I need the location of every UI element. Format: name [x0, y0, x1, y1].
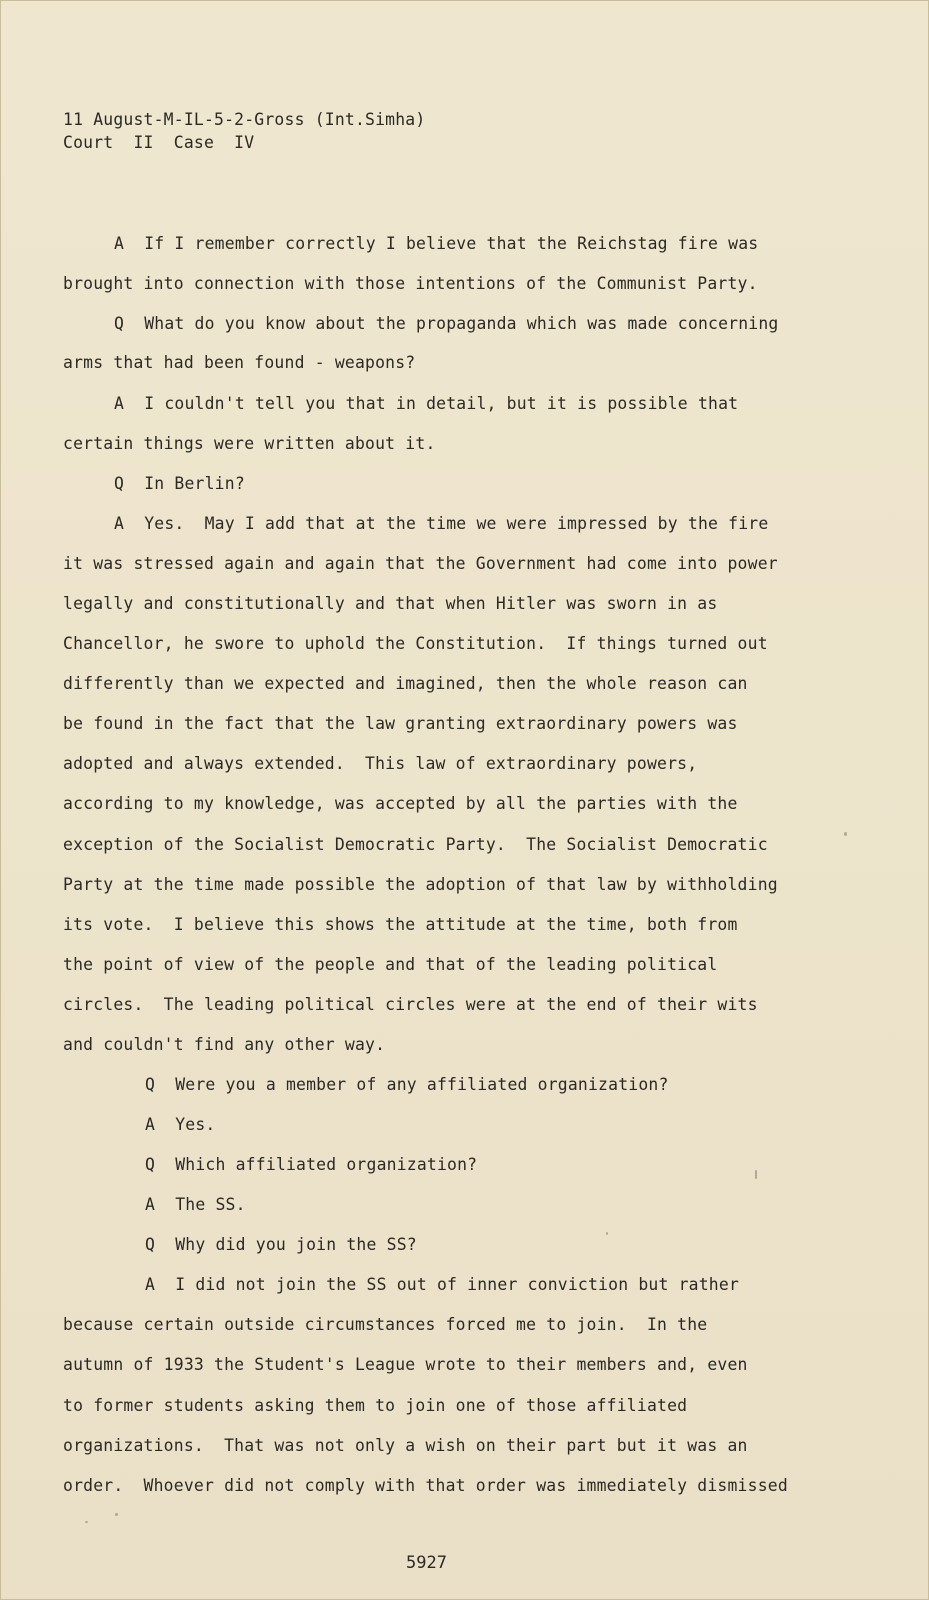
page-number: 5927: [406, 1553, 447, 1573]
transcript-line: Q Were you a member of any affiliated organization?: [145, 1075, 669, 1094]
transcript-line: Q What do you know about the propaganda which was made concerning: [114, 314, 779, 333]
transcript-line: Q Why did you join the SS?: [145, 1235, 417, 1254]
transcript-line: be found in the fact that the law granting extraordinary powers was: [63, 714, 738, 733]
transcript-line: A I couldn't tell you that in detail, but it is possible that: [114, 394, 739, 413]
transcript-line: circles. The leading political circles were at the end of their wits: [63, 995, 758, 1014]
transcript-line: the point of view of the people and that of the leading political: [63, 955, 718, 974]
transcript-line: certain things were written about it.: [63, 434, 436, 453]
transcript-line: because certain outside circumstances forced me to join. In the: [63, 1315, 708, 1334]
paper-speck: [85, 1521, 88, 1523]
transcript-line: its vote. I believe this shows the attitude at the time, both from: [63, 915, 738, 934]
header-court-case: Court II Case IV: [63, 133, 255, 152]
transcript-line: differently than we expected and imagined, then the whole reason can: [63, 674, 748, 693]
transcript-line: adopted and always extended. This law of extraordinary powers,: [63, 754, 698, 773]
transcript-line: Q In Berlin?: [114, 474, 245, 493]
paper-speck: [755, 1170, 757, 1179]
transcript-line: it was stressed again and again that the Government had come into power: [63, 554, 778, 573]
transcript-line: autumn of 1933 the Student's League wrote to their members and, even: [63, 1355, 748, 1374]
transcript-line: order. Whoever did not comply with that order was immediately dismissed: [63, 1476, 788, 1495]
paper-speck: [115, 1513, 118, 1516]
header-reference: 11 August-M-IL-5-2-Gross (Int.Simha): [63, 110, 426, 129]
paper-speck: [606, 1232, 608, 1235]
transcript-line: A I did not join the SS out of inner conviction but rather: [145, 1275, 740, 1294]
transcript-line: brought into connection with those intentions of the Communist Party.: [63, 274, 758, 293]
transcript-line: A Yes.: [145, 1115, 216, 1134]
transcript-line: and couldn't find any other way.: [63, 1035, 386, 1054]
transcript-line: according to my knowledge, was accepted by all the parties with the: [63, 794, 738, 813]
transcript-line: Q Which affiliated organization?: [145, 1155, 478, 1174]
transcript-line: Party at the time made possible the adoption of that law by withholding: [63, 875, 778, 894]
transcript-line: arms that had been found - weapons?: [63, 353, 416, 372]
paper-speck: [844, 832, 847, 836]
transcript-line: legally and constitutionally and that when Hitler was sworn in as: [63, 594, 718, 613]
transcript-line: Chancellor, he swore to uphold the Constitution. If things turned out: [63, 634, 768, 653]
transcript-line: organizations. That was not only a wish on their part but it was an: [63, 1436, 748, 1455]
transcript-line: A Yes. May I add that at the time we were impressed by the fire: [114, 514, 769, 533]
transcript-line: A If I remember correctly I believe that the Reichstag fire was: [114, 234, 759, 253]
transcript-line: to former students asking them to join one of those affiliated: [63, 1396, 688, 1415]
transcript-line: A The SS.: [145, 1195, 246, 1214]
transcript-line: exception of the Socialist Democratic Party. The Socialist Democratic: [63, 835, 768, 854]
